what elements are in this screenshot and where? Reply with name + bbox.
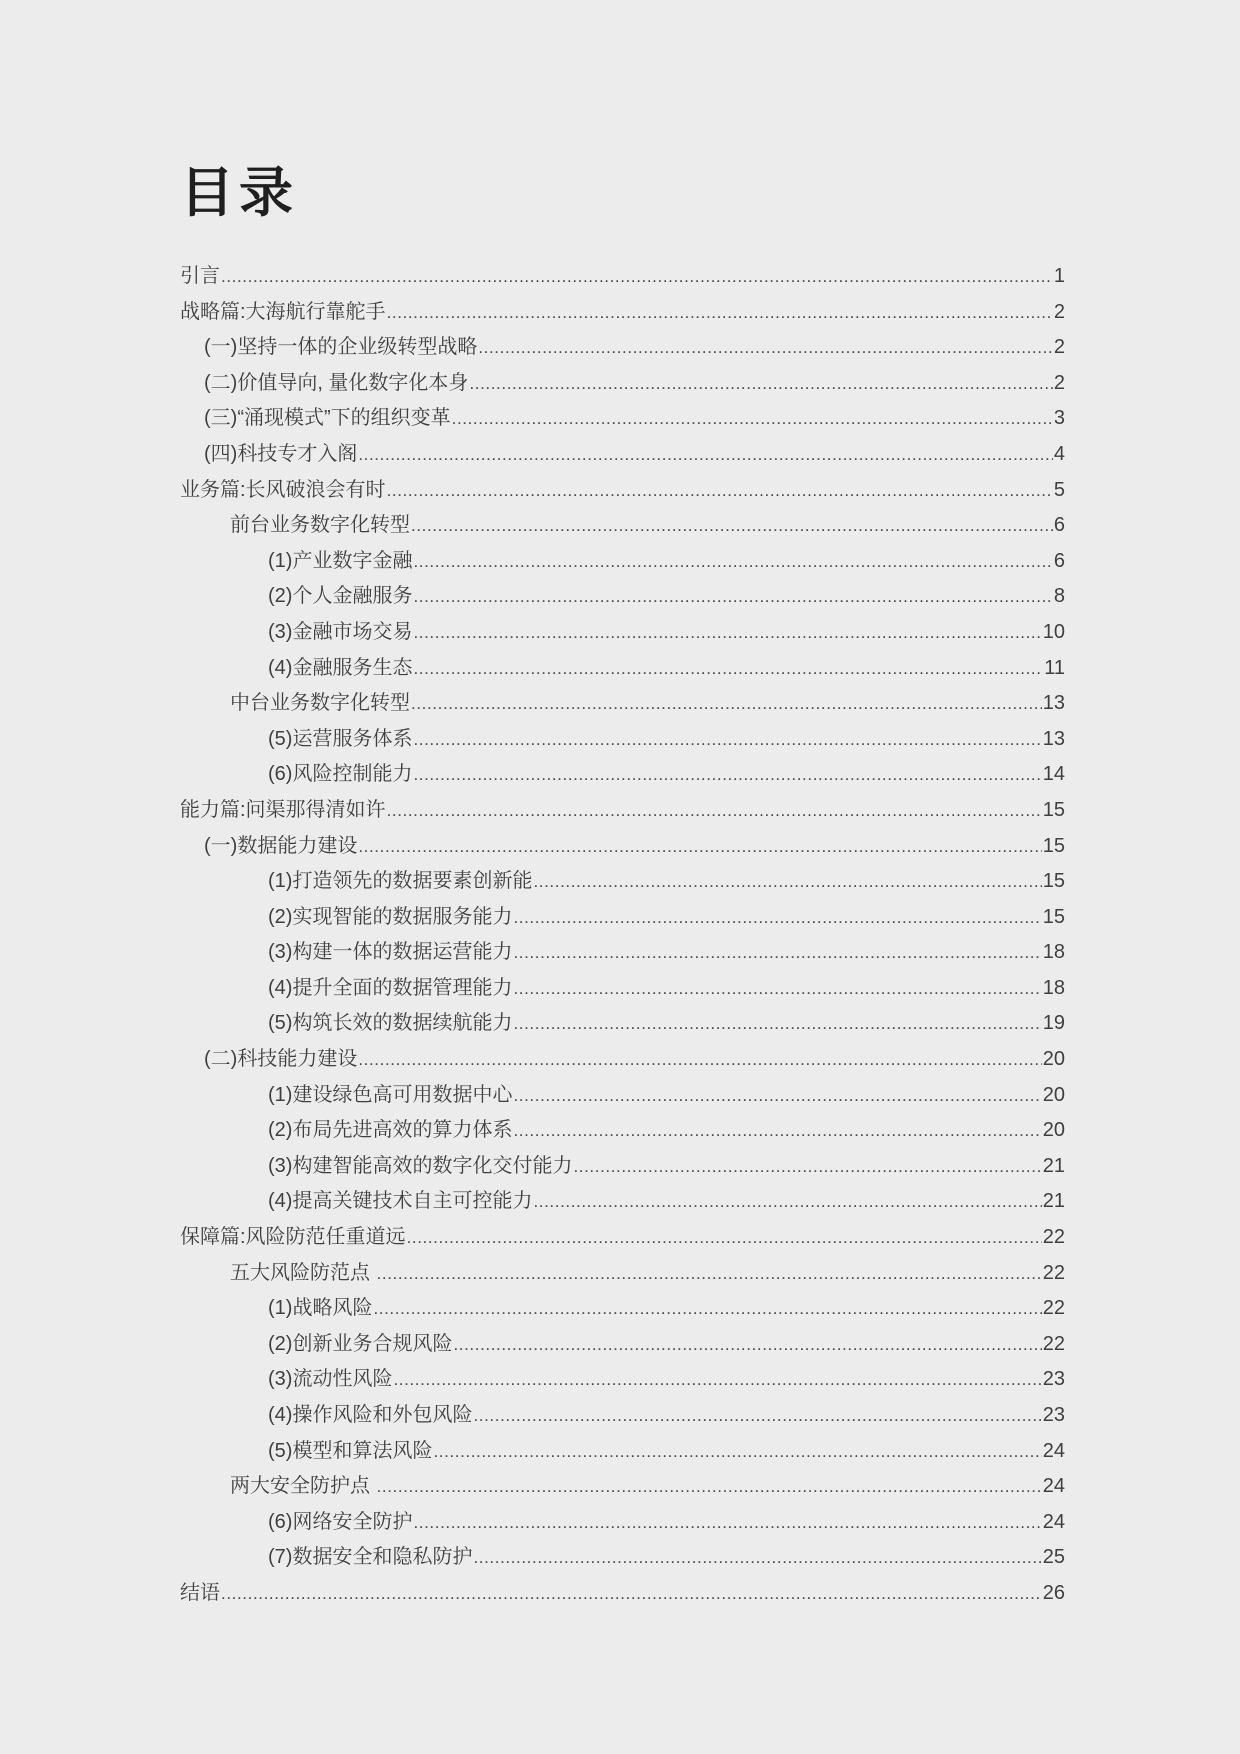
toc-entry[interactable] <box>180 1505 1065 1541</box>
toc-page-number: 19 <box>1042 1012 1065 1035</box>
toc-entry-label: (3)金融市场交易 <box>268 620 413 643</box>
toc-page-number: 2 <box>1053 336 1065 359</box>
toc-page-number: 6 <box>1053 549 1065 572</box>
toc-page-number: 22 <box>1042 1261 1065 1284</box>
toc-entry[interactable] <box>180 1434 1065 1470</box>
toc-entry-label: (1)战略风险 <box>268 1297 373 1320</box>
toc-entry[interactable] <box>180 1362 1065 1398</box>
toc-entry-label: (1)建设绿色高可用数据中心 <box>268 1083 513 1106</box>
toc-page-number: 15 <box>1042 834 1065 857</box>
toc-entry[interactable] <box>180 366 1065 402</box>
toc-entry[interactable] <box>180 1220 1065 1256</box>
toc-entry[interactable] <box>180 1042 1065 1078</box>
toc-entry[interactable] <box>180 722 1065 758</box>
toc-entry-label: (5)模型和算法风险 <box>268 1439 433 1462</box>
toc-entry[interactable] <box>180 1327 1065 1363</box>
toc-leader-dots <box>533 864 1041 900</box>
toc-entry-label: (二)价值导向, 量化数字化本身 <box>204 371 469 394</box>
toc-entry-label: (1)产业数字金融 <box>268 549 413 572</box>
toc-leader-dots <box>413 651 1043 687</box>
toc-leader-dots <box>513 900 1041 936</box>
toc-entry-label: (6)网络安全防护 <box>268 1510 413 1533</box>
toc-entry-label: (3)构建智能高效的数字化交付能力 <box>268 1154 573 1177</box>
toc-leader-dots <box>433 1434 1041 1470</box>
toc-page-number: 15 <box>1042 798 1065 821</box>
toc-entry-label: (4)提高关键技术自主可控能力 <box>268 1190 533 1213</box>
toc-page-number: 3 <box>1053 407 1065 430</box>
toc-entry-label: 五大风险防范点 <box>230 1261 376 1284</box>
toc-page-number: 24 <box>1042 1439 1065 1462</box>
toc-page-number: 20 <box>1042 1083 1065 1106</box>
toc-page-number: 21 <box>1042 1154 1065 1177</box>
toc-entry[interactable] <box>180 686 1065 722</box>
toc-leader-dots <box>411 686 1042 722</box>
toc-entry-label: 结语 <box>180 1581 220 1604</box>
toc-entry-label: (6)风险控制能力 <box>268 763 413 786</box>
toc-leader-dots <box>358 437 1053 473</box>
toc-entry[interactable] <box>180 1398 1065 1434</box>
toc-entry[interactable] <box>180 1113 1065 1149</box>
toc-page-number: 13 <box>1042 692 1065 715</box>
toc-page-number: 2 <box>1053 371 1065 394</box>
toc-leader-dots <box>373 1291 1041 1327</box>
toc-entry-label: (2)个人金融服务 <box>268 585 413 608</box>
toc-entry[interactable] <box>180 971 1065 1007</box>
toc-page-number: 14 <box>1042 763 1065 786</box>
toc-list <box>180 259 1065 1612</box>
toc-entry[interactable] <box>180 1184 1065 1220</box>
toc-entry[interactable] <box>180 615 1065 651</box>
toc-entry[interactable] <box>180 864 1065 900</box>
toc-entry-label: (二)科技能力建设 <box>204 1048 358 1071</box>
toc-page-number: 8 <box>1053 585 1065 608</box>
toc-entry-label: 能力篇:问渠那得清如许 <box>180 798 386 821</box>
toc-entry[interactable] <box>180 544 1065 580</box>
toc-leader-dots <box>377 1469 1042 1505</box>
toc-page-number: 11 <box>1044 656 1065 679</box>
toc-entry-label: 业务篇:长风破浪会有时 <box>180 478 386 501</box>
toc-entry[interactable] <box>180 757 1065 793</box>
toc-entry[interactable] <box>180 1149 1065 1185</box>
toc-leader-dots <box>513 1078 1041 1114</box>
toc-page-number: 24 <box>1042 1510 1065 1533</box>
toc-entry[interactable] <box>180 1469 1065 1505</box>
toc-leader-dots <box>413 579 1052 615</box>
toc-entry-label: (5)运营服务体系 <box>268 727 413 750</box>
toc-entry-label: 引言 <box>180 265 220 287</box>
toc-page-number: 4 <box>1053 442 1065 465</box>
toc-leader-dots <box>387 473 1053 509</box>
toc-entry-label: (4)操作风险和外包风险 <box>268 1404 473 1426</box>
toc-leader-dots <box>413 722 1041 758</box>
toc-leader-dots <box>473 1540 1041 1576</box>
toc-leader-dots <box>377 1256 1042 1292</box>
toc-page-number: 23 <box>1042 1368 1065 1391</box>
toc-entry[interactable] <box>180 900 1065 936</box>
toc-leader-dots <box>387 793 1042 829</box>
toc-page-number: 25 <box>1042 1546 1065 1569</box>
toc-entry[interactable] <box>180 1078 1065 1114</box>
toc-leader-dots <box>453 1327 1041 1363</box>
toc-page-number: 15 <box>1042 905 1065 928</box>
toc-entry-label: (四)科技专才入阁 <box>204 442 358 465</box>
toc-page-number: 23 <box>1042 1404 1065 1426</box>
toc-page-number: 6 <box>1053 514 1065 537</box>
toc-entry[interactable] <box>180 579 1065 615</box>
toc-entry-label: (2)创新业务合规风险 <box>268 1332 453 1355</box>
toc-leader-dots <box>478 330 1053 366</box>
toc-entry-label: (5)构筑长效的数据续航能力 <box>268 1012 513 1035</box>
toc-entry-label: (2)布局先进高效的算力体系 <box>268 1119 513 1142</box>
toc-entry-label: (4)提升全面的数据管理能力 <box>268 976 513 999</box>
toc-page-number: 10 <box>1042 620 1065 643</box>
toc-entry[interactable] <box>180 1256 1065 1292</box>
toc-entry-label: 两大安全防护点 <box>230 1475 376 1498</box>
toc-leader-dots <box>413 1505 1041 1541</box>
toc-entry[interactable] <box>180 330 1065 366</box>
toc-page-number: 18 <box>1042 941 1065 964</box>
toc-entry-label: (一)数据能力建设 <box>204 834 358 857</box>
toc-entry-label: 中台业务数字化转型 <box>230 692 410 715</box>
toc-entry[interactable] <box>180 259 1065 295</box>
toc-leader-dots <box>473 1398 1041 1434</box>
toc-leader-dots <box>393 1362 1041 1398</box>
toc-leader-dots <box>221 1576 1042 1612</box>
toc-leader-dots <box>573 1149 1041 1185</box>
toc-entry[interactable] <box>180 437 1065 473</box>
toc-leader-dots <box>513 1113 1041 1149</box>
toc-entry[interactable] <box>180 1006 1065 1042</box>
toc-leader-dots <box>469 366 1052 402</box>
toc-entry-label: 前台业务数字化转型 <box>230 514 410 537</box>
toc-page-number: 22 <box>1042 1297 1065 1320</box>
toc-entry-label: (2)实现智能的数据服务能力 <box>268 905 513 928</box>
toc-leader-dots <box>411 508 1053 544</box>
toc-entry[interactable] <box>180 1291 1065 1327</box>
toc-leader-dots <box>407 1220 1042 1256</box>
toc-entry[interactable] <box>180 829 1065 865</box>
toc-leader-dots <box>413 757 1041 793</box>
toc-entry[interactable] <box>180 1576 1065 1612</box>
toc-entry-label: (三)“涌现模式”下的组织变革 <box>204 407 451 430</box>
page-title: 目录 <box>180 163 298 223</box>
toc-page-number: 15 <box>1042 870 1065 893</box>
toc-leader-dots <box>513 935 1041 971</box>
toc-page-number: 22 <box>1042 1332 1065 1355</box>
toc-entry[interactable] <box>180 651 1065 687</box>
toc-page-number: 1 <box>1053 265 1065 287</box>
toc-entry-label: (1)打造领先的数据要素创新能 <box>268 870 533 893</box>
toc-leader-dots <box>413 615 1041 651</box>
toc-entry-label: (3)构建一体的数据运营能力 <box>268 941 513 964</box>
toc-page-number: 18 <box>1042 976 1065 999</box>
toc-entry[interactable] <box>180 935 1065 971</box>
toc-entry-label: (7)数据安全和隐私防护 <box>268 1546 473 1569</box>
toc-page-number: 2 <box>1053 300 1065 323</box>
toc-entry[interactable] <box>180 473 1065 509</box>
toc-entry[interactable] <box>180 508 1065 544</box>
toc-page-number: 22 <box>1042 1226 1065 1249</box>
toc-page-number: 20 <box>1042 1048 1065 1071</box>
toc-leader-dots <box>358 1042 1041 1078</box>
toc-page-number: 13 <box>1042 727 1065 750</box>
toc-entry[interactable] <box>180 295 1065 331</box>
toc-page-number: 21 <box>1042 1190 1065 1213</box>
toc-entry-label: (3)流动性风险 <box>268 1368 393 1391</box>
toc-entry-label: (4)金融服务生态 <box>268 656 413 679</box>
toc-page-number: 5 <box>1053 478 1065 501</box>
toc-page-number: 24 <box>1042 1475 1065 1498</box>
toc-page-number: 26 <box>1042 1581 1065 1604</box>
toc-leader-dots <box>387 295 1053 331</box>
toc-leader-dots <box>513 1006 1041 1042</box>
toc-leader-dots <box>533 1184 1041 1220</box>
toc-entry-label: (一)坚持一体的企业级转型战略 <box>204 336 478 359</box>
toc-leader-dots <box>413 544 1052 580</box>
toc-entry[interactable] <box>180 793 1065 829</box>
toc-leader-dots <box>513 971 1041 1007</box>
toc-entry-label: 保障篇:风险防范任重道远 <box>180 1226 406 1249</box>
toc-entry-label: 战略篇:大海航行靠舵手 <box>180 300 386 323</box>
toc-entry[interactable] <box>180 1540 1065 1576</box>
toc-entry[interactable] <box>180 401 1065 437</box>
toc-page-number: 20 <box>1042 1119 1065 1142</box>
toc-leader-dots <box>452 401 1053 437</box>
toc-leader-dots <box>221 259 1053 295</box>
toc-leader-dots <box>358 829 1041 865</box>
